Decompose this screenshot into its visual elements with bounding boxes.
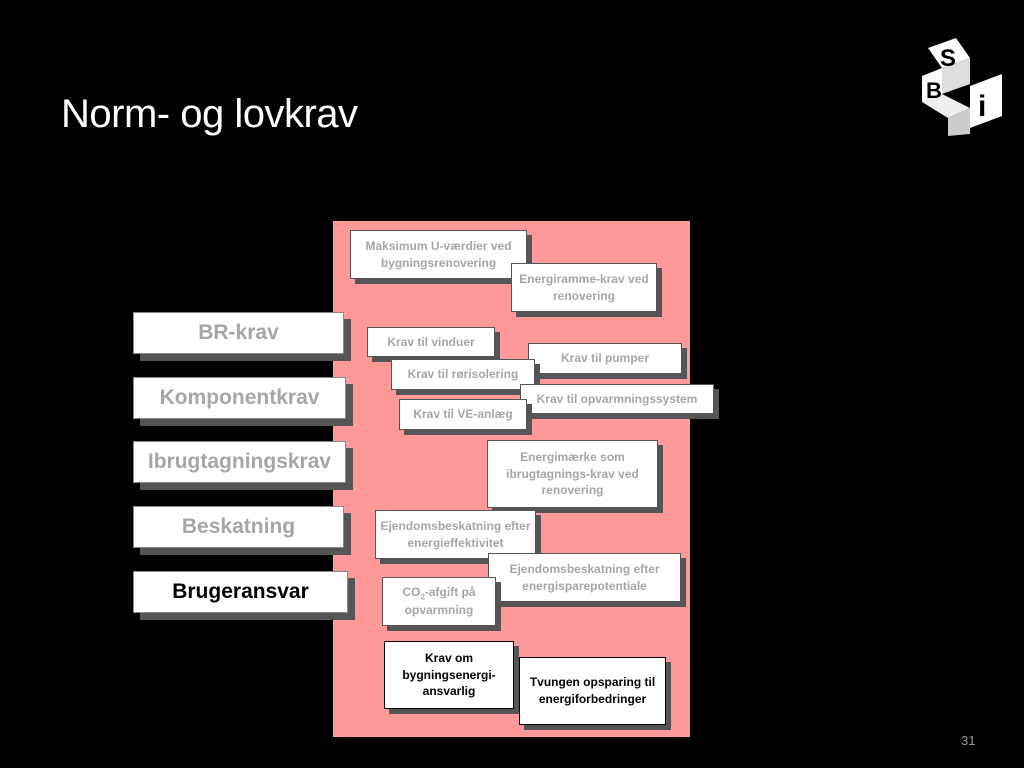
box-property-tax-efficiency: Ejendomsbeskatning efter energieffektivitet — [375, 510, 536, 559]
box-pumps: Krav til pumper — [528, 343, 682, 374]
box-heating-system: Krav til opvarmningssystem — [520, 384, 714, 414]
category-brugeransvar: Brugeransvar — [133, 571, 348, 613]
sbi-logo — [918, 36, 1004, 136]
box-u-values: Maksimum U-værdier ved bygningsrenovering — [350, 230, 527, 279]
category-br-krav: BR-krav — [133, 312, 344, 354]
category-ibrugtagningskrav: Ibrugtagningskrav — [133, 441, 346, 483]
box-energy-responsible: Krav om bygningsenergi-ansvarlig — [384, 641, 514, 709]
slide-title: Norm- og lovkrav — [61, 92, 358, 136]
svg-text:S: S — [940, 45, 957, 72]
box-windows: Krav til vinduer — [367, 327, 495, 357]
box-re-plants: Krav til VE-anlæg — [399, 399, 527, 430]
svg-text:B: B — [926, 78, 942, 103]
box-energy-frame: Energiramme-krav ved renovering — [511, 263, 657, 312]
category-beskatning: Beskatning — [133, 506, 344, 548]
page-number: 31 — [961, 733, 976, 748]
box-forced-savings: Tvungen opsparing til energiforbedringer — [519, 657, 666, 725]
box-pipe-insulation: Krav til rørisolering — [391, 359, 535, 390]
svg-text:i: i — [978, 90, 987, 123]
box-energy-label: Energimærke som ibrugtagnings-krav ved renovering — [487, 440, 658, 508]
box-property-tax-potential: Ejendomsbeskatning efter energisparepotentiale — [488, 553, 681, 602]
category-komponentkrav: Komponentkrav — [133, 377, 346, 419]
box-co2-tax: $CO_2$-afgift på opvarmning — [382, 577, 496, 626]
